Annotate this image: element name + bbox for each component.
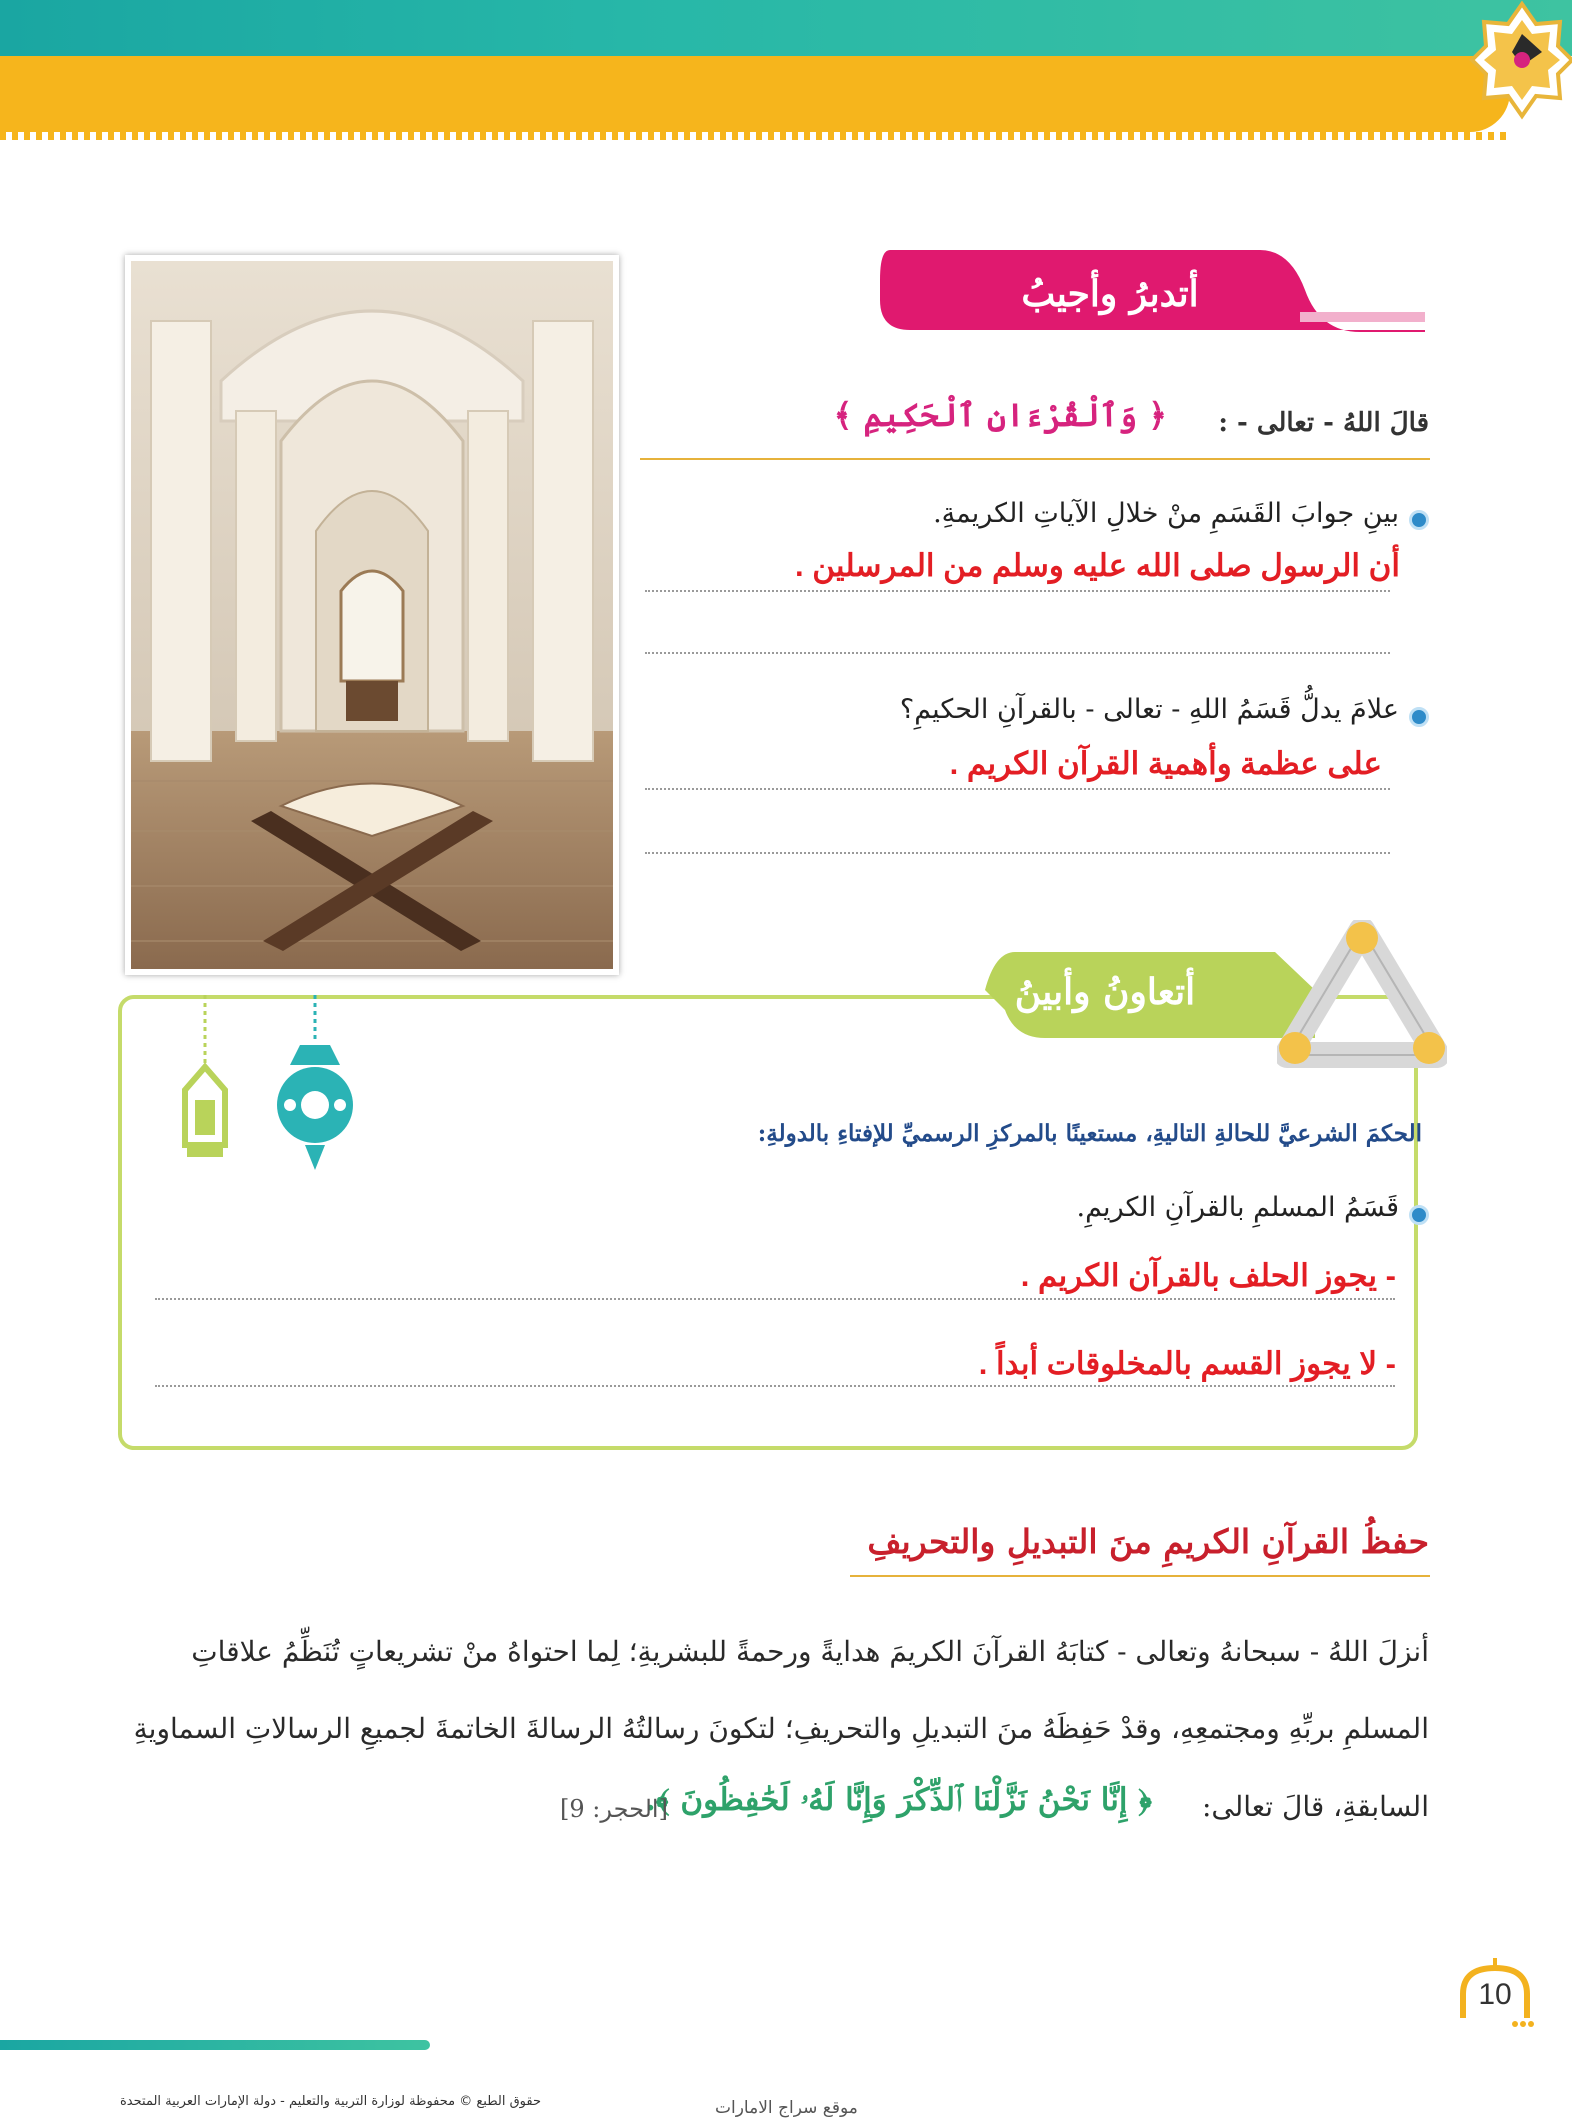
quran-verse-2: ﴿ إِنَّا نَحْنُ نَزَّلْنَا ٱلذِّكْرَ وَإِنَّا لَهُۥ لَحَٰفِظُونَ ﴾. [645,1782,1152,1818]
verse-reference: [الحجر: 9] [560,1795,668,1823]
bullet-icon [1409,707,1429,727]
footer-bar [0,2040,430,2050]
answer-1: أن الرسول صلى الله عليه وسلم من المرسلين . [795,548,1400,583]
question-2: علامَ يدلُّ قَسَمُ اللهِ - تعالى - بالقرآنِ الحكيمِ؟ [899,694,1399,725]
section-3-title: حفظُ القرآنِ الكريمِ منَ التبديلِ والتحريفِ [867,1522,1429,1561]
section-2-answer-2: - لا يجوز القسم بالمخلوقات أبداً . [978,1346,1396,1381]
answer-2: على عظمة وأهمية القرآن الكريم . [949,746,1382,781]
answer-line [645,852,1390,854]
top-teal-band [0,0,1572,56]
paragraph-line-2: المسلمِ بربِّهِ ومجتمعِهِ، وقدْ حَفِظَهُ منَ التبديلِ والتحريفِ؛ لتكونَ رسالتُهُ الرسالةَ الخاتمةَ لجميعِ الرسالاتِ السماويةِ [133,1712,1429,1745]
site-name: موقع سراج الامارات [715,2098,858,2118]
page-number: 10 [1478,1978,1512,2011]
mosque-illustration [131,261,613,969]
answer-line [155,1298,1395,1300]
gold-divider-2 [850,1575,1430,1577]
question-1: بينِ جوابَ القَسَمِ منْ خلالِ الآياتِ الكريمةِ. [933,498,1399,529]
bullet-icon [1409,1205,1429,1225]
top-yellow-band [0,56,1510,132]
answer-line [155,1385,1395,1387]
lantern-icon [175,995,235,1175]
section-2-case: قَسَمُ المسلمِ بالقرآنِ الكريمِ. [1076,1192,1399,1223]
gold-divider-1 [640,458,1430,460]
islamic-star-icon [1462,0,1572,120]
section-2-title: أتعاونُ وأبينُ [1014,971,1196,1013]
lantern-icon [270,995,360,1175]
cooperation-hands-icon [1277,920,1447,1070]
answer-line [645,590,1390,592]
bullet-icon [1409,510,1429,530]
paragraph-line-1: أنزلَ اللهُ - سبحانهُ وتعالى - كتابَهُ القرآنَ الكريمَ هدايةً ورحمةً للبشريةِ؛ لِما احتواهُ منْ تشريعاتٍ تُنَظِّمُ علاقاتِ [191,1635,1429,1668]
copyright-text: حقوق الطبع © محفوظة لوزارة التربية والتعليم - دولة الإمارات العربية المتحدة [120,2094,542,2109]
section-2-answer-1: - يجوز الحلف بالقرآن الكريم . [1020,1258,1396,1293]
verse-intro: قالَ اللهُ - تعالى - : [1218,408,1429,438]
answer-line [645,652,1390,654]
section-1-title: أتدبرُ وأجيبُ [1021,273,1199,315]
section-2-instruction: الحكمَ الشرعيَّ للحالةِ التاليةِ، مستعينًا بالمركزِ الرسميِّ للإفتاءِ بالدولةِ: [757,1120,1422,1147]
mosque-interior-photo [125,255,619,975]
answer-line [645,788,1390,790]
paragraph-line-3-start: السابقةِ، قالَ تعالى: [1201,1790,1429,1823]
quran-verse-1: ﴿ وَٱلْقُرْءَانِ ٱلْحَكِيمِ ﴾ [833,396,1167,434]
